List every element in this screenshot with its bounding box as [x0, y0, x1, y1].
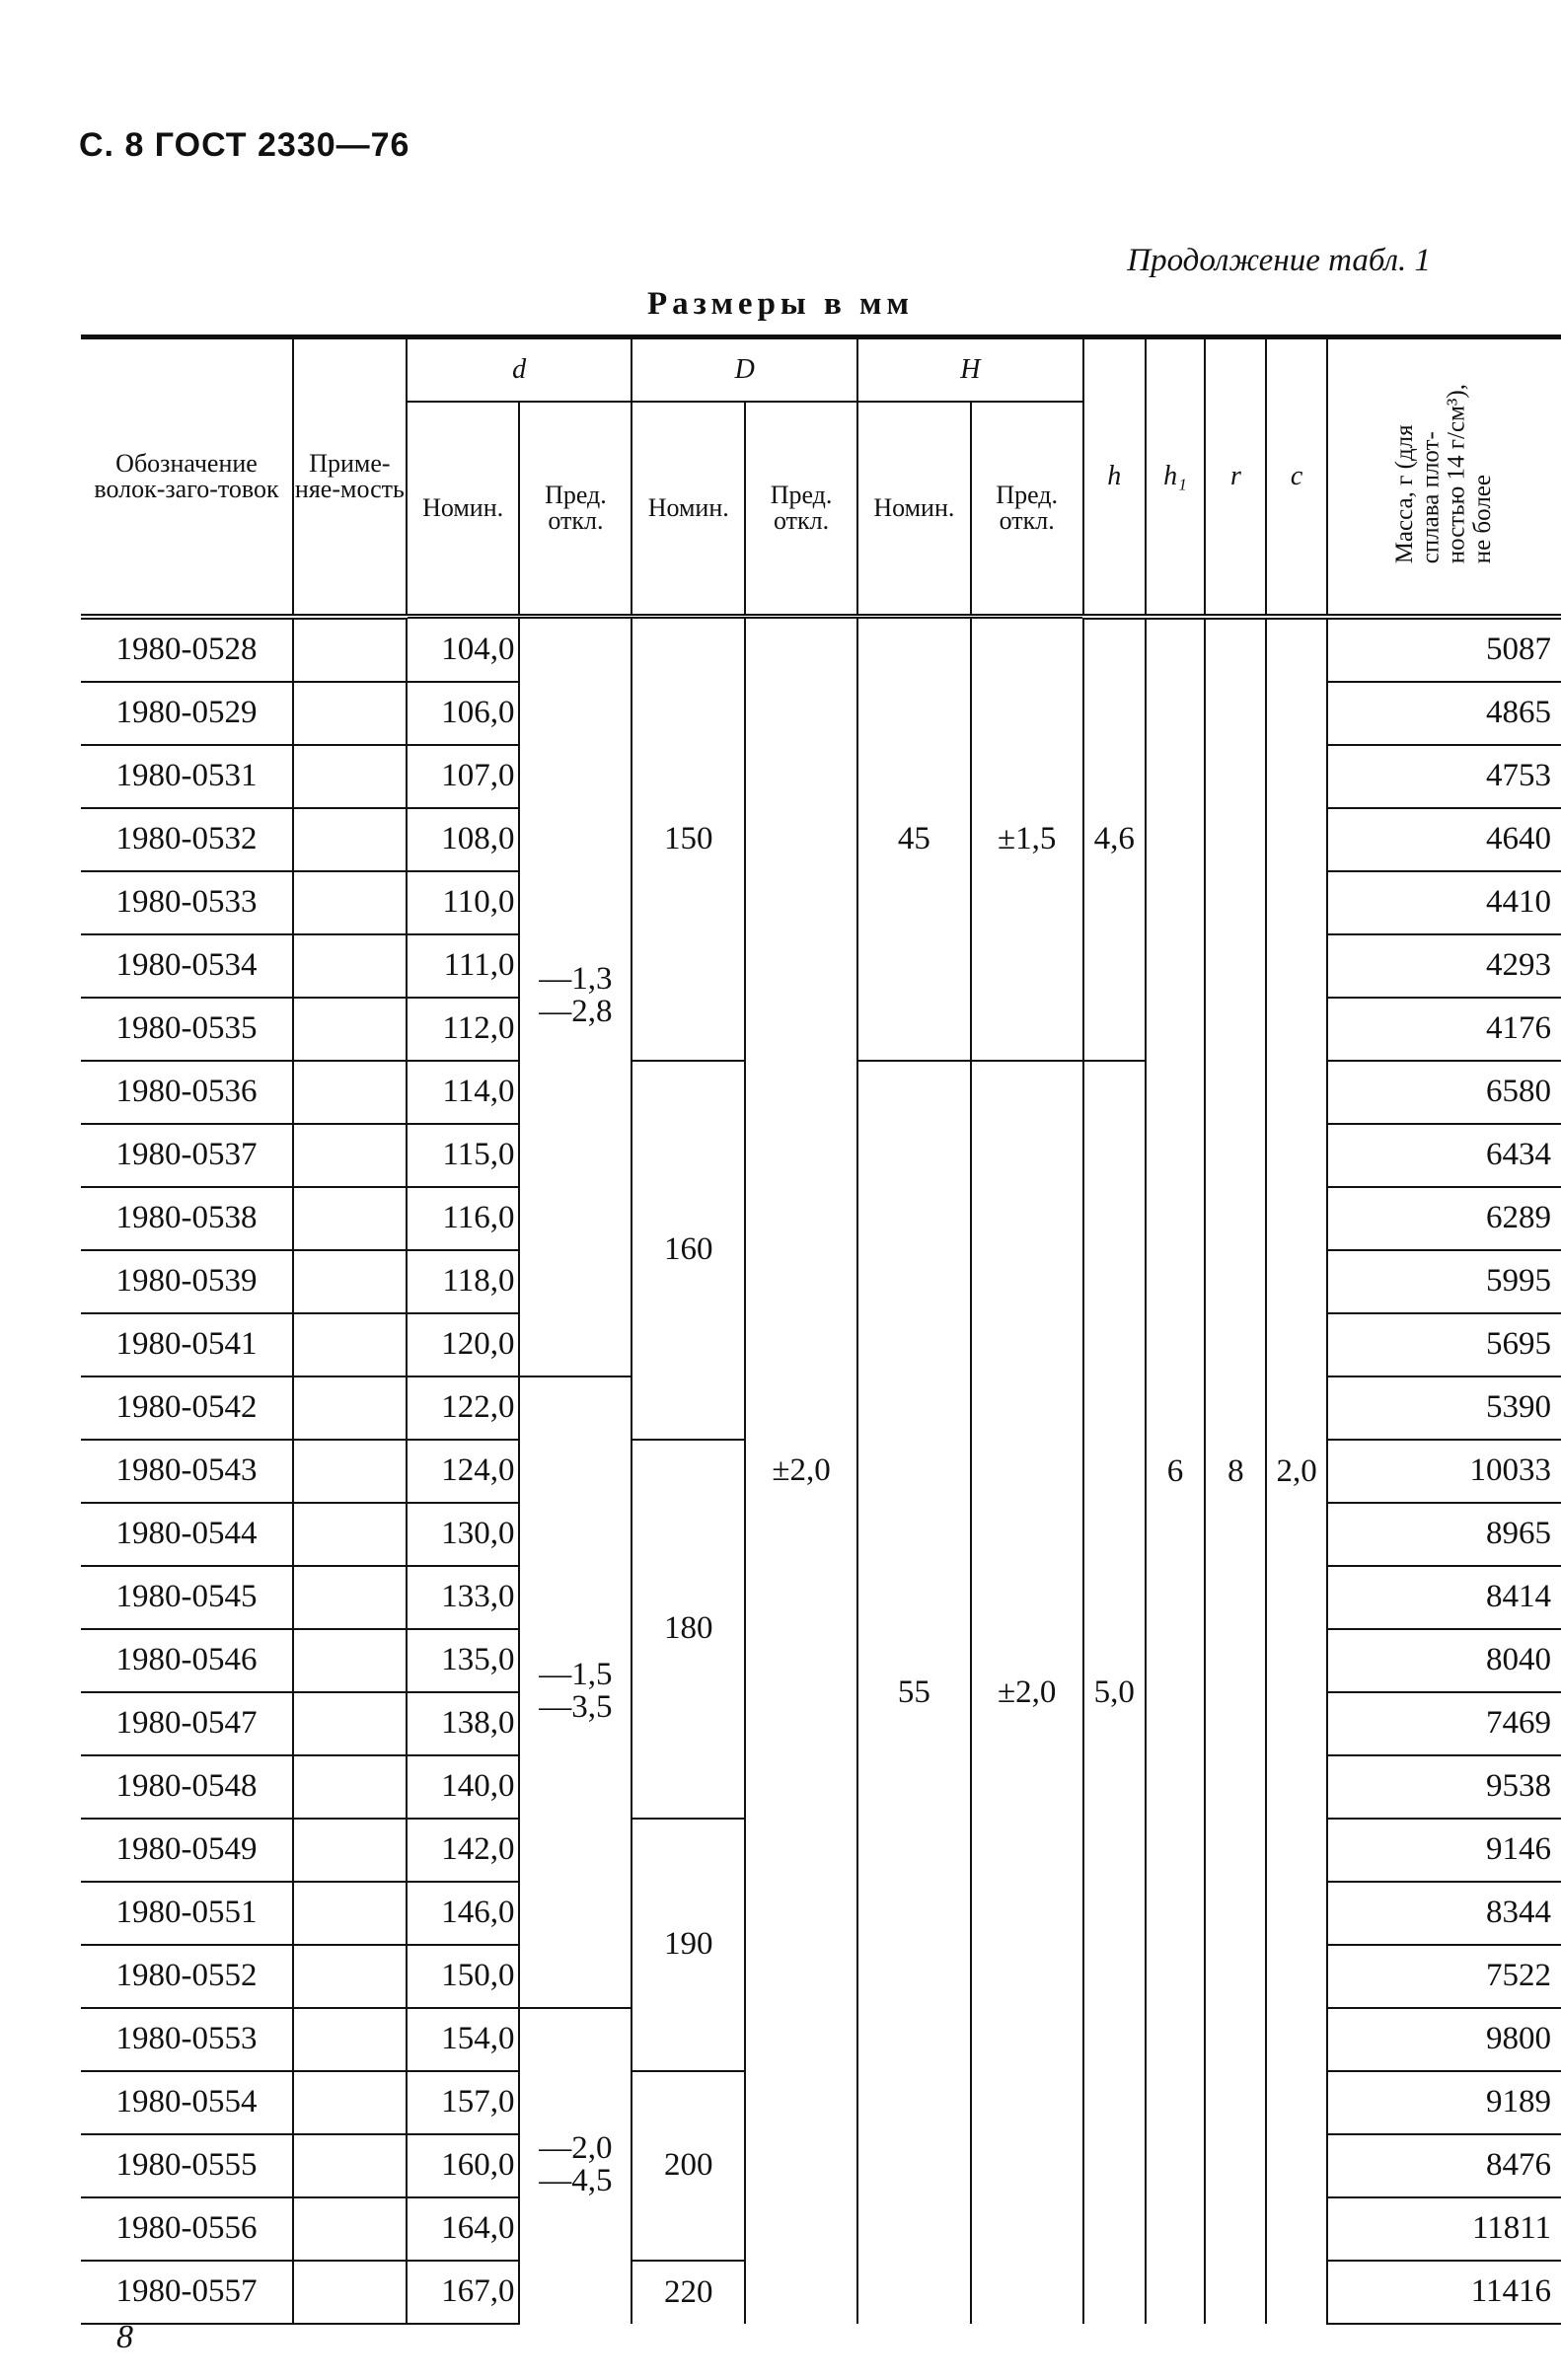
header-mass-text: Масса, г (для сплава плот- ностью 14 г/см³), не более [1391, 384, 1497, 564]
applicability-cell [293, 1124, 407, 1187]
d-nominal-cell: 157,0 [407, 2071, 520, 2134]
designation-cell: 1980-0539 [81, 1250, 293, 1313]
designation-cell: 1980-0545 [81, 1566, 293, 1629]
applicability-cell [293, 745, 407, 808]
header-H: H [857, 337, 1083, 403]
designation-cell: 1980-0534 [81, 934, 293, 998]
designation-cell: 1980-0544 [81, 1503, 293, 1566]
mass-cell: 8414 [1327, 1566, 1561, 1629]
d-nominal-cell: 106,0 [407, 682, 520, 745]
designation-cell: 1980-0552 [81, 1945, 293, 2008]
d-nominal-cell: 130,0 [407, 1503, 520, 1566]
applicability-cell [293, 998, 407, 1061]
d-nominal-cell: 135,0 [407, 1629, 520, 1692]
applicability-cell [293, 1250, 407, 1313]
D-nominal-cell: 200 [632, 2071, 745, 2261]
mass-cell: 9800 [1327, 2008, 1561, 2071]
designation-cell: 1980-0555 [81, 2134, 293, 2197]
header-r: r [1205, 337, 1266, 617]
header-c: c [1266, 337, 1326, 617]
d-nominal-cell: 142,0 [407, 1819, 520, 1882]
deviation-lower: —2,8 [539, 994, 613, 1030]
mass-cell: 11416 [1327, 2261, 1561, 2324]
mass-cell: 7522 [1327, 1945, 1561, 2008]
deviation-lower: —4,5 [539, 2163, 613, 2198]
header-d-nominal: Номин. [407, 402, 520, 617]
H-deviation-cell: ±2,0 [971, 1061, 1083, 2324]
designation-cell: 1980-0533 [81, 871, 293, 934]
c-cell: 2,0 [1266, 617, 1326, 2324]
designation-cell: 1980-0551 [81, 1882, 293, 1945]
designation-cell: 1980-0546 [81, 1629, 293, 1692]
deviation-upper: —2,0 [539, 2130, 613, 2166]
mass-cell: 4753 [1327, 745, 1561, 808]
header-h: h [1083, 337, 1146, 617]
mass-cell: 4176 [1327, 998, 1561, 1061]
designation-cell: 1980-0528 [81, 617, 293, 682]
deviation-stack [539, 963, 612, 1028]
mass-cell: 8344 [1327, 1882, 1561, 1945]
applicability-cell [293, 2134, 407, 2197]
applicability-cell [293, 1755, 407, 1819]
header-D: D [632, 337, 857, 403]
header-H-nominal: Номин. [857, 402, 971, 617]
applicability-cell [293, 1376, 407, 1440]
d-nominal-cell: 120,0 [407, 1313, 520, 1376]
d-nominal-cell: 167,0 [407, 2261, 520, 2324]
mass-cell: 4865 [1327, 682, 1561, 745]
mass-cell: 11811 [1327, 2197, 1561, 2261]
D-nominal-cell: 190 [632, 1819, 745, 2071]
designation-cell: 1980-0536 [81, 1061, 293, 1124]
d-nominal-cell: 138,0 [407, 1692, 520, 1755]
h1-cell: 6 [1146, 617, 1206, 2324]
footer-mark: 8 [116, 2319, 133, 2355]
d-nominal-cell: 124,0 [407, 1440, 520, 1503]
d-nominal-cell: 160,0 [407, 2134, 520, 2197]
header-designation: Обозначение волок-заго-товок [81, 337, 293, 617]
designation-cell: 1980-0548 [81, 1755, 293, 1819]
d-nominal-cell: 146,0 [407, 1882, 520, 1945]
mass-cell: 8965 [1327, 1503, 1561, 1566]
designation-cell: 1980-0554 [81, 2071, 293, 2134]
applicability-cell [293, 682, 407, 745]
d-nominal-cell: 108,0 [407, 808, 520, 871]
applicability-cell [293, 1882, 407, 1945]
applicability-cell [293, 1503, 407, 1566]
deviation-stack [539, 2132, 612, 2197]
applicability-cell [293, 1313, 407, 1376]
H-deviation-cell: ±1,5 [971, 617, 1083, 1061]
r-cell: 8 [1205, 617, 1266, 2324]
D-nominal-cell: 220 [632, 2261, 745, 2324]
applicability-cell [293, 2261, 407, 2324]
units-caption: Размеры в мм [647, 286, 914, 322]
H-nominal-cell: 45 [857, 617, 971, 1061]
mass-cell: 4640 [1327, 808, 1561, 871]
mass-cell: 7469 [1327, 1692, 1561, 1755]
header-mass [1327, 337, 1561, 617]
mass-cell: 5995 [1327, 1250, 1561, 1313]
header-D-deviation: Пред. откл. [745, 402, 857, 617]
mass-cell: 4293 [1327, 934, 1561, 998]
d-nominal-cell: 164,0 [407, 2197, 520, 2261]
designation-cell: 1980-0538 [81, 1187, 293, 1250]
applicability-cell [293, 617, 407, 682]
table-row [81, 617, 1561, 682]
d-nominal-cell: 104,0 [407, 617, 520, 682]
d-nominal-cell: 110,0 [407, 871, 520, 934]
applicability-cell [293, 808, 407, 871]
deviation-lower: —3,5 [539, 1688, 613, 1725]
D-deviation-cell: ±2,0 [745, 617, 857, 2324]
deviation-stack [539, 1656, 613, 1725]
applicability-cell [293, 1440, 407, 1503]
mass-cell: 8476 [1327, 2134, 1561, 2197]
applicability-cell [293, 1187, 407, 1250]
D-nominal-cell: 150 [632, 617, 745, 1061]
header-H-deviation: Пред. откл. [971, 402, 1083, 617]
d-nominal-cell: 107,0 [407, 745, 520, 808]
h-cell: 5,0 [1083, 1061, 1146, 2324]
deviation-upper: —1,5 [539, 1656, 613, 1692]
mass-cell: 5390 [1327, 1376, 1561, 1440]
d-nominal-cell: 115,0 [407, 1124, 520, 1187]
table-body [81, 617, 1561, 2324]
d-nominal-cell: 114,0 [407, 1061, 520, 1124]
designation-cell: 1980-0541 [81, 1313, 293, 1376]
designation-cell: 1980-0542 [81, 1376, 293, 1440]
continuation-label: Продолжение табл. 1 [1127, 243, 1431, 278]
applicability-cell [293, 1692, 407, 1755]
applicability-cell [293, 1566, 407, 1629]
mass-cell: 6434 [1327, 1124, 1561, 1187]
D-nominal-cell: 180 [632, 1440, 745, 1819]
d-deviation-cell [519, 1376, 632, 2008]
designation-cell: 1980-0557 [81, 2261, 293, 2324]
d-nominal-cell: 140,0 [407, 1755, 520, 1819]
mass-cell: 8040 [1327, 1629, 1561, 1692]
dimensions-table [81, 335, 1561, 2325]
header-D-nominal: Номин. [632, 402, 745, 617]
designation-cell: 1980-0537 [81, 1124, 293, 1187]
applicability-cell [293, 871, 407, 934]
page-header: С. 8 ГОСТ 2330—76 [79, 126, 410, 164]
applicability-cell [293, 2197, 407, 2261]
applicability-cell [293, 2071, 407, 2134]
designation-cell: 1980-0535 [81, 998, 293, 1061]
d-nominal-cell: 116,0 [407, 1187, 520, 1250]
D-nominal-cell: 160 [632, 1061, 745, 1440]
mass-cell: 6289 [1327, 1187, 1561, 1250]
designation-cell: 1980-0556 [81, 2197, 293, 2261]
d-nominal-cell: 133,0 [407, 1566, 520, 1629]
d-nominal-cell: 111,0 [407, 934, 520, 998]
designation-cell: 1980-0543 [81, 1440, 293, 1503]
mass-cell: 5087 [1327, 617, 1561, 682]
designation-cell: 1980-0529 [81, 682, 293, 745]
applicability-cell [293, 1819, 407, 1882]
mass-cell: 9538 [1327, 1755, 1561, 1819]
d-nominal-cell: 118,0 [407, 1250, 520, 1313]
d-nominal-cell: 112,0 [407, 998, 520, 1061]
designation-cell: 1980-0547 [81, 1692, 293, 1755]
d-nominal-cell: 150,0 [407, 1945, 520, 2008]
designation-cell: 1980-0531 [81, 745, 293, 808]
header-d-deviation: Пред. откл. [519, 402, 632, 617]
designation-cell: 1980-0549 [81, 1819, 293, 1882]
designation-cell: 1980-0553 [81, 2008, 293, 2071]
applicability-cell [293, 1945, 407, 2008]
applicability-cell [293, 1061, 407, 1124]
header-applicability: Приме-няе-мость [293, 337, 407, 617]
d-deviation-cell [519, 617, 632, 1376]
deviation-upper: —1,3 [539, 961, 613, 998]
d-nominal-cell: 122,0 [407, 1376, 520, 1440]
applicability-cell [293, 2008, 407, 2071]
applicability-cell [293, 934, 407, 998]
mass-cell: 10033 [1327, 1440, 1561, 1503]
H-nominal-cell: 55 [857, 1061, 971, 2324]
h-cell: 4,6 [1083, 617, 1146, 1061]
mass-cell: 6580 [1327, 1061, 1561, 1124]
applicability-cell [293, 1629, 407, 1692]
header-h1: h₁ [1146, 337, 1206, 617]
mass-cell: 9146 [1327, 1819, 1561, 1882]
designation-cell: 1980-0532 [81, 808, 293, 871]
mass-cell: 4410 [1327, 871, 1561, 934]
mass-cell: 9189 [1327, 2071, 1561, 2134]
header-d: d [407, 337, 632, 403]
d-nominal-cell: 154,0 [407, 2008, 520, 2071]
mass-cell: 5695 [1327, 1313, 1561, 1376]
d-deviation-cell [519, 2008, 632, 2324]
